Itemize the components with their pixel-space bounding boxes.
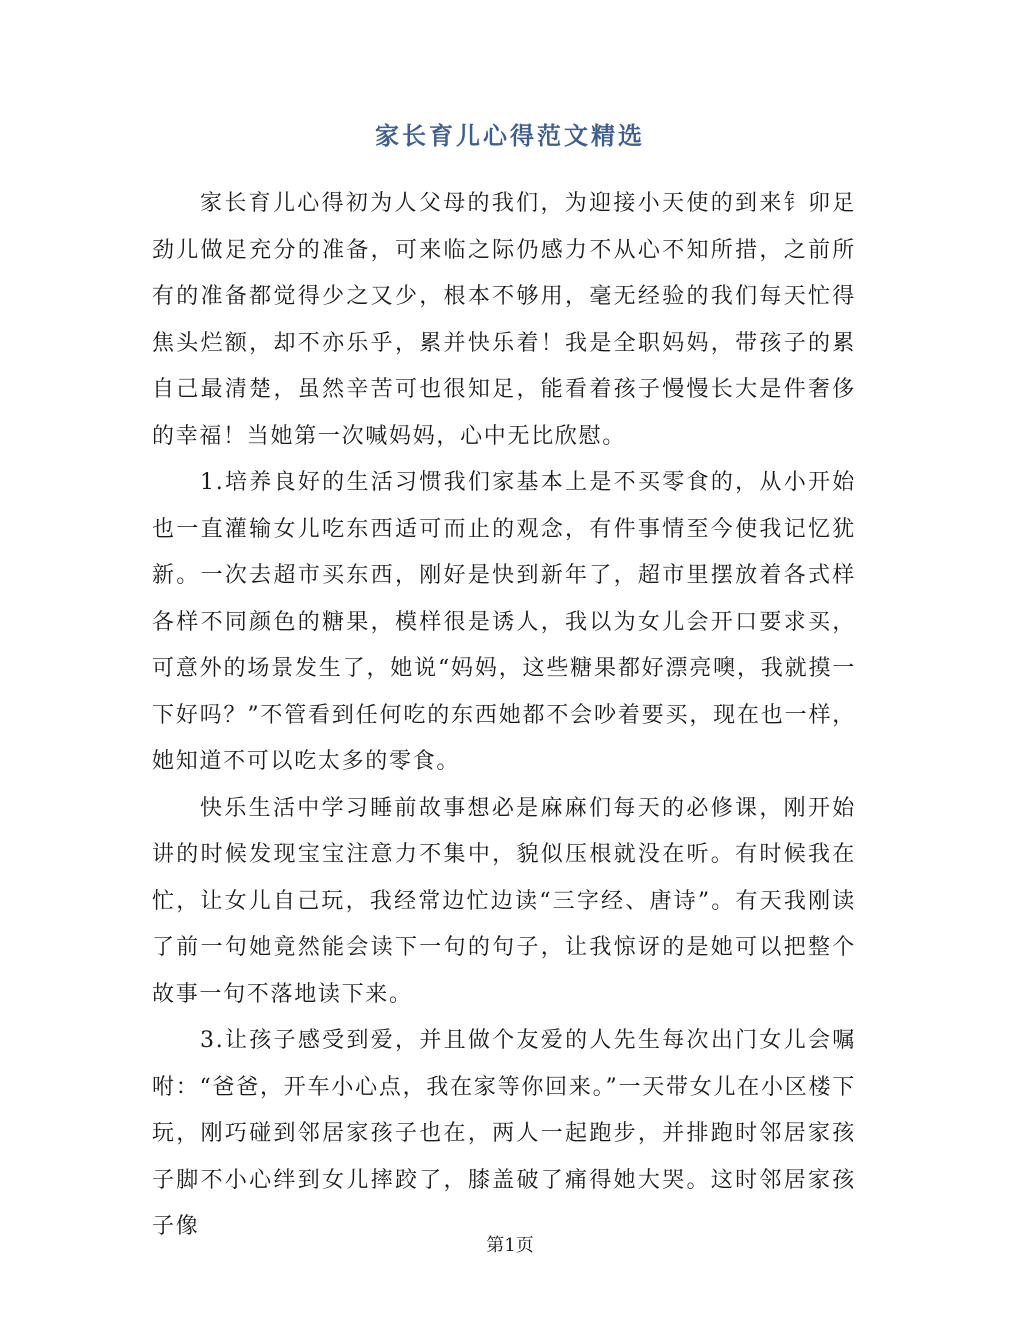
paragraph-habits: 1.培养良好的生活习惯我们家基本上是不买零食的，从小开始也一直灌输女儿吃东西适可而止的观念，有件事情至今使我记忆犹新。一次去超市买东西，刚好是快到新年了，超市里摆放着各式样各样不同颜色的糖果，模样很是诱人，我以为女儿会开口要求买，可意外的场景发生了，她说“妈妈，这些糖果都好漂亮噢，我就摸一下好吗？”不管看到任何吃的东西她都不会吵着要买，现在也一样，她知道不可以吃太多的零食。 <box>152 470 856 774</box>
paragraph-happy-learning: 快乐生活中学习睡前故事想必是麻麻们每天的必修课，刚开始讲的时候发现宝宝注意力不集中，貌似压根就没在听。有时候我在忙，让女儿自己玩，我经常边忙边读“三字经、唐诗”。有天我刚读了前一句她竟然能会读下一句的句子，让我惊讶的是她可以把整个故事一句不落地读下来。 <box>152 795 856 1007</box>
paragraph-intro: 家长育儿心得初为人父母的我们，为迎接小天使的到来钅卯足劲儿做足充分的准备，可来临之际仍感力不从心不知所措，之前所有的准备都觉得少之又少，根本不够用，毫无经验的我们每天忙得焦头烂额，却不亦乐乎，累并快乐着！我是全职妈妈，带孩子的累自己最清楚，虽然辛苦可也很知足，能看着孩子慢慢长大是件奢侈的幸福！当她第一次喊妈妈，心中无比欣慰。 <box>152 191 856 449</box>
page-number: 第1页 <box>486 1235 534 1256</box>
document-title: 家长育儿心得范文精选 <box>375 121 645 150</box>
document-body <box>152 181 856 1251</box>
paragraph-feel-love: 3.让孩子感受到爱，并且做个友爱的人先生每次出门女儿会嘱咐：“爸爸，开车小心点，我在家等你回来。”一天带女儿在小区楼下玩，刚巧碰到邻居家孩子也在，两人一起跑步，并排跑时邻居家孩子脚不小心绊到女儿摔跤了，膝盖破了痛得她大哭。这时邻居家孩子像 <box>152 1028 856 1239</box>
